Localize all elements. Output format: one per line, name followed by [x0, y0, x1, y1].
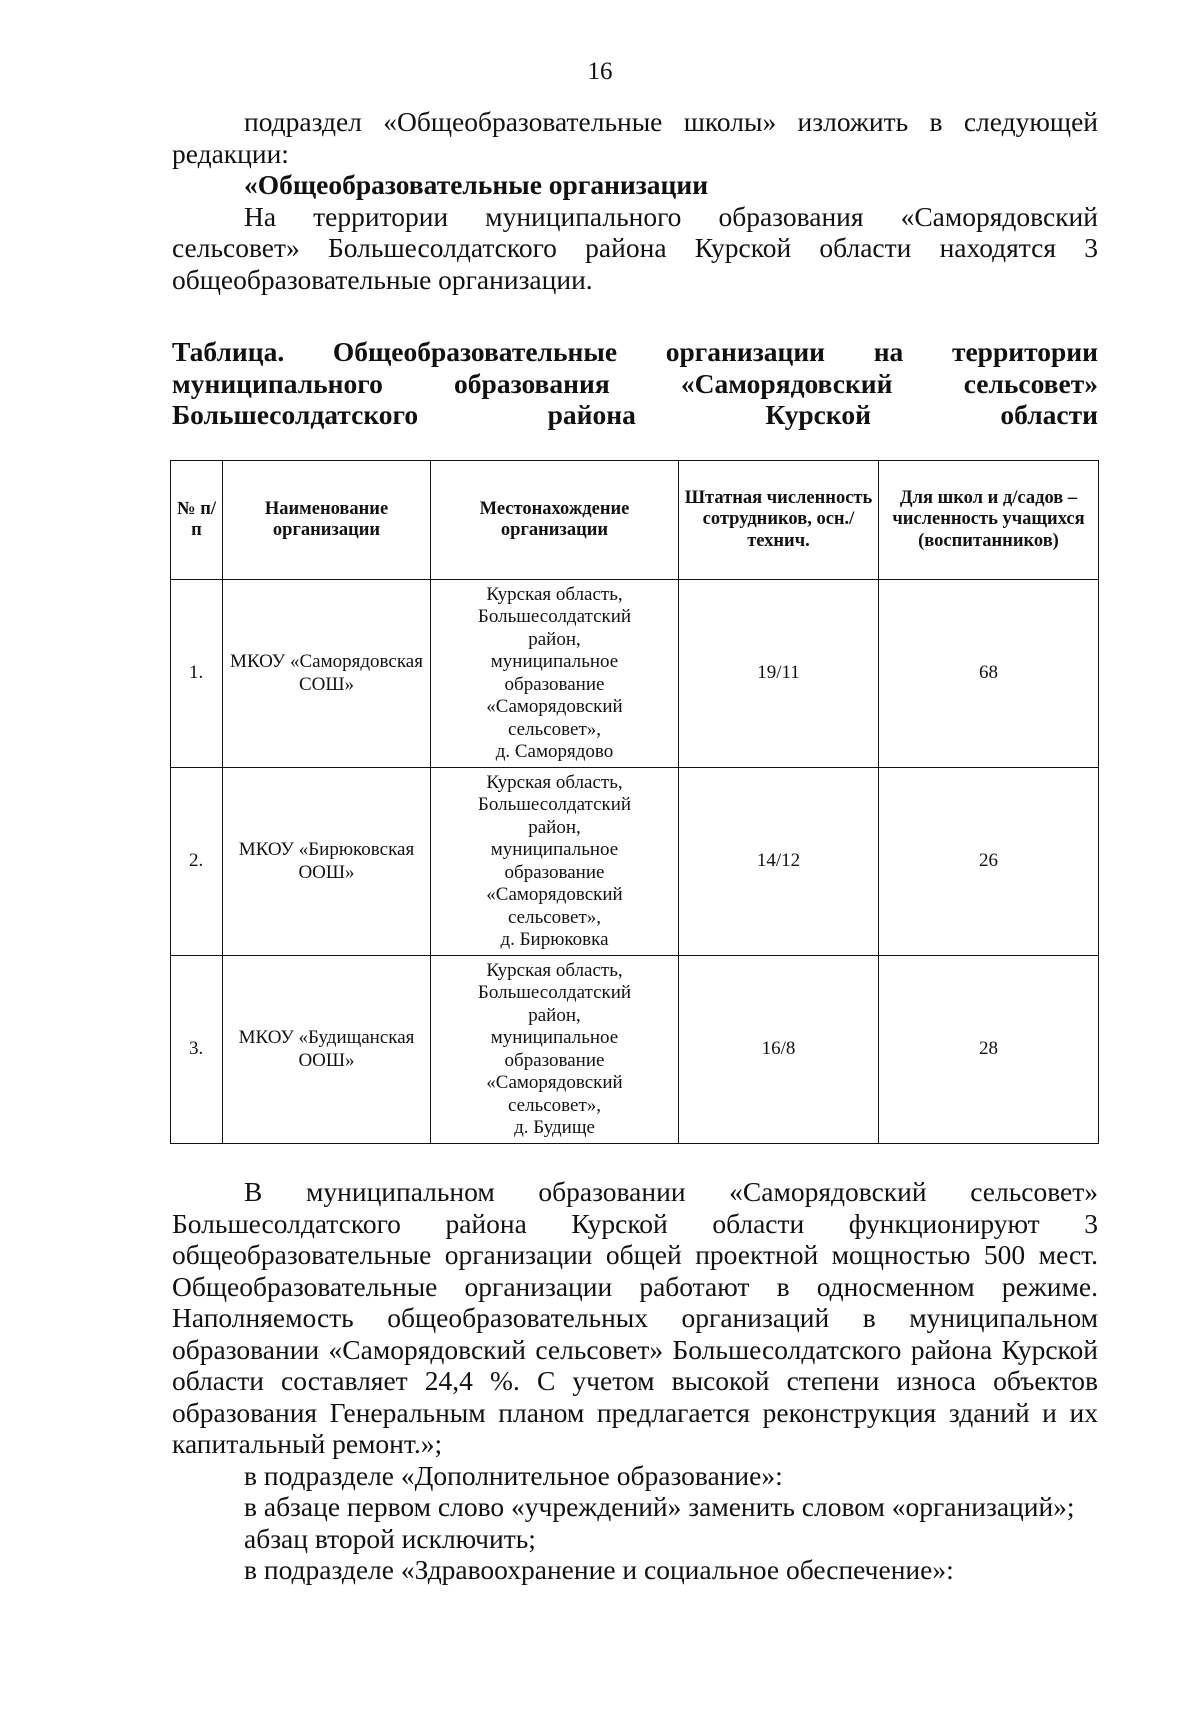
instruction-line: в подразделе «Здравоохранение и социальное обеспечение»:	[244, 1554, 954, 1585]
address-line: Большесолдатский	[477, 794, 632, 815]
address-line: Большесолдатский	[477, 982, 632, 1003]
header-number: № п/п	[171, 461, 223, 580]
address-line: Большесолдатский	[477, 606, 632, 627]
header-students: Для школ и д/садов – численность учащихся (воспитанников)	[879, 461, 1099, 580]
closing-section	[172, 1176, 1098, 1586]
address-line: образование	[504, 861, 605, 883]
address-line: д. Будище	[514, 1117, 595, 1138]
staff-count: 16/8	[679, 956, 879, 1144]
address-line: Курская область,	[486, 583, 623, 605]
instruction-line: абзац второй исключить;	[244, 1522, 536, 1554]
table-row	[171, 956, 1099, 1144]
org-address	[431, 580, 679, 768]
header-staff: Штатная численность сотрудников, осн./технич.	[679, 461, 879, 580]
address-line: образование	[504, 1049, 605, 1071]
student-count: 68	[879, 580, 1099, 768]
staff-count: 19/11	[679, 580, 879, 768]
org-name: МКОУ «Бирюковская ООШ»	[223, 768, 431, 956]
table-header-row	[171, 461, 1099, 580]
address-line: район,	[528, 1004, 581, 1026]
row-number: 1.	[171, 580, 223, 768]
closing-paragraph: В муниципальном образовании «Саморядовский сельсовет» Большесолдатского района Курской области функционируют 3 общеобразовательные организации общей проектной мощностью 500 мест. Общеобразовательные организации работают в односменном режиме. Наполняемость общеобразовательных организаций в муниципальном образовании «Саморядовский сельсовет» Большесолдатского района Курской области составляет 24,4 %. С учетом высокой степени износа объектов образования Генеральным планом предлагается реконструкция зданий и их капитальный ремонт.»;	[172, 1176, 1098, 1459]
row-number: 2.	[171, 768, 223, 956]
address-line: муниципальное	[490, 1027, 619, 1048]
org-name: МКОУ «Будищанская ООШ»	[223, 956, 431, 1144]
instruction-line: в абзаце первом слово «учреждений» заменить словом «организаций»;	[244, 1491, 1075, 1522]
org-address	[431, 768, 679, 956]
header-location: Местонахождение организации	[431, 461, 679, 580]
organizations-table	[170, 460, 1099, 1144]
org-name: МКОУ «Саморядовская СОШ»	[223, 580, 431, 768]
address-line: сельсовет»,	[507, 718, 602, 740]
table-row	[171, 580, 1099, 768]
table-row	[171, 768, 1099, 956]
address-line: д. Саморядово	[495, 741, 614, 762]
staff-count: 14/12	[679, 768, 879, 956]
intro-section	[172, 106, 1098, 295]
address-line: муниципальное	[490, 651, 619, 672]
address-line: муниципальное	[490, 839, 619, 860]
address-line: образование	[504, 673, 605, 695]
intro-line: подраздел «Общеобразовательные школы» изложить в следующей редакции:	[172, 106, 1098, 169]
address-line: сельсовет»,	[507, 1094, 602, 1116]
address-line: Курская область,	[486, 959, 623, 981]
address-line: «Саморядовский	[486, 696, 623, 717]
address-line: «Саморядовский	[486, 1072, 623, 1093]
address-line: д. Бирюковка	[500, 929, 609, 950]
address-line: район,	[528, 628, 581, 650]
section-heading: «Общеобразовательные организации	[244, 169, 709, 200]
address-line: Курская область,	[486, 771, 623, 793]
page-number: 16	[587, 58, 613, 85]
org-address	[431, 956, 679, 1144]
student-count: 28	[879, 956, 1099, 1144]
table-title: Таблица. Общеобразовательные организации на территории муниципального образования «Саморядовский сельсовет» Большесолдатского района Курской области	[172, 336, 1098, 430]
intro-paragraph: На территории муниципального образования «Саморядовский сельсовет» Большесолдатского района Курской области находятся 3 общеобразовательные организации.	[172, 200, 1098, 295]
instruction-line: в подразделе «Дополнительное образование»:	[244, 1459, 783, 1491]
address-line: сельсовет»,	[507, 906, 602, 928]
address-line: район,	[528, 816, 581, 838]
row-number: 3.	[171, 956, 223, 1144]
address-line: «Саморядовский	[486, 884, 623, 905]
student-count: 26	[879, 768, 1099, 956]
header-name: Наименование организации	[223, 461, 431, 580]
